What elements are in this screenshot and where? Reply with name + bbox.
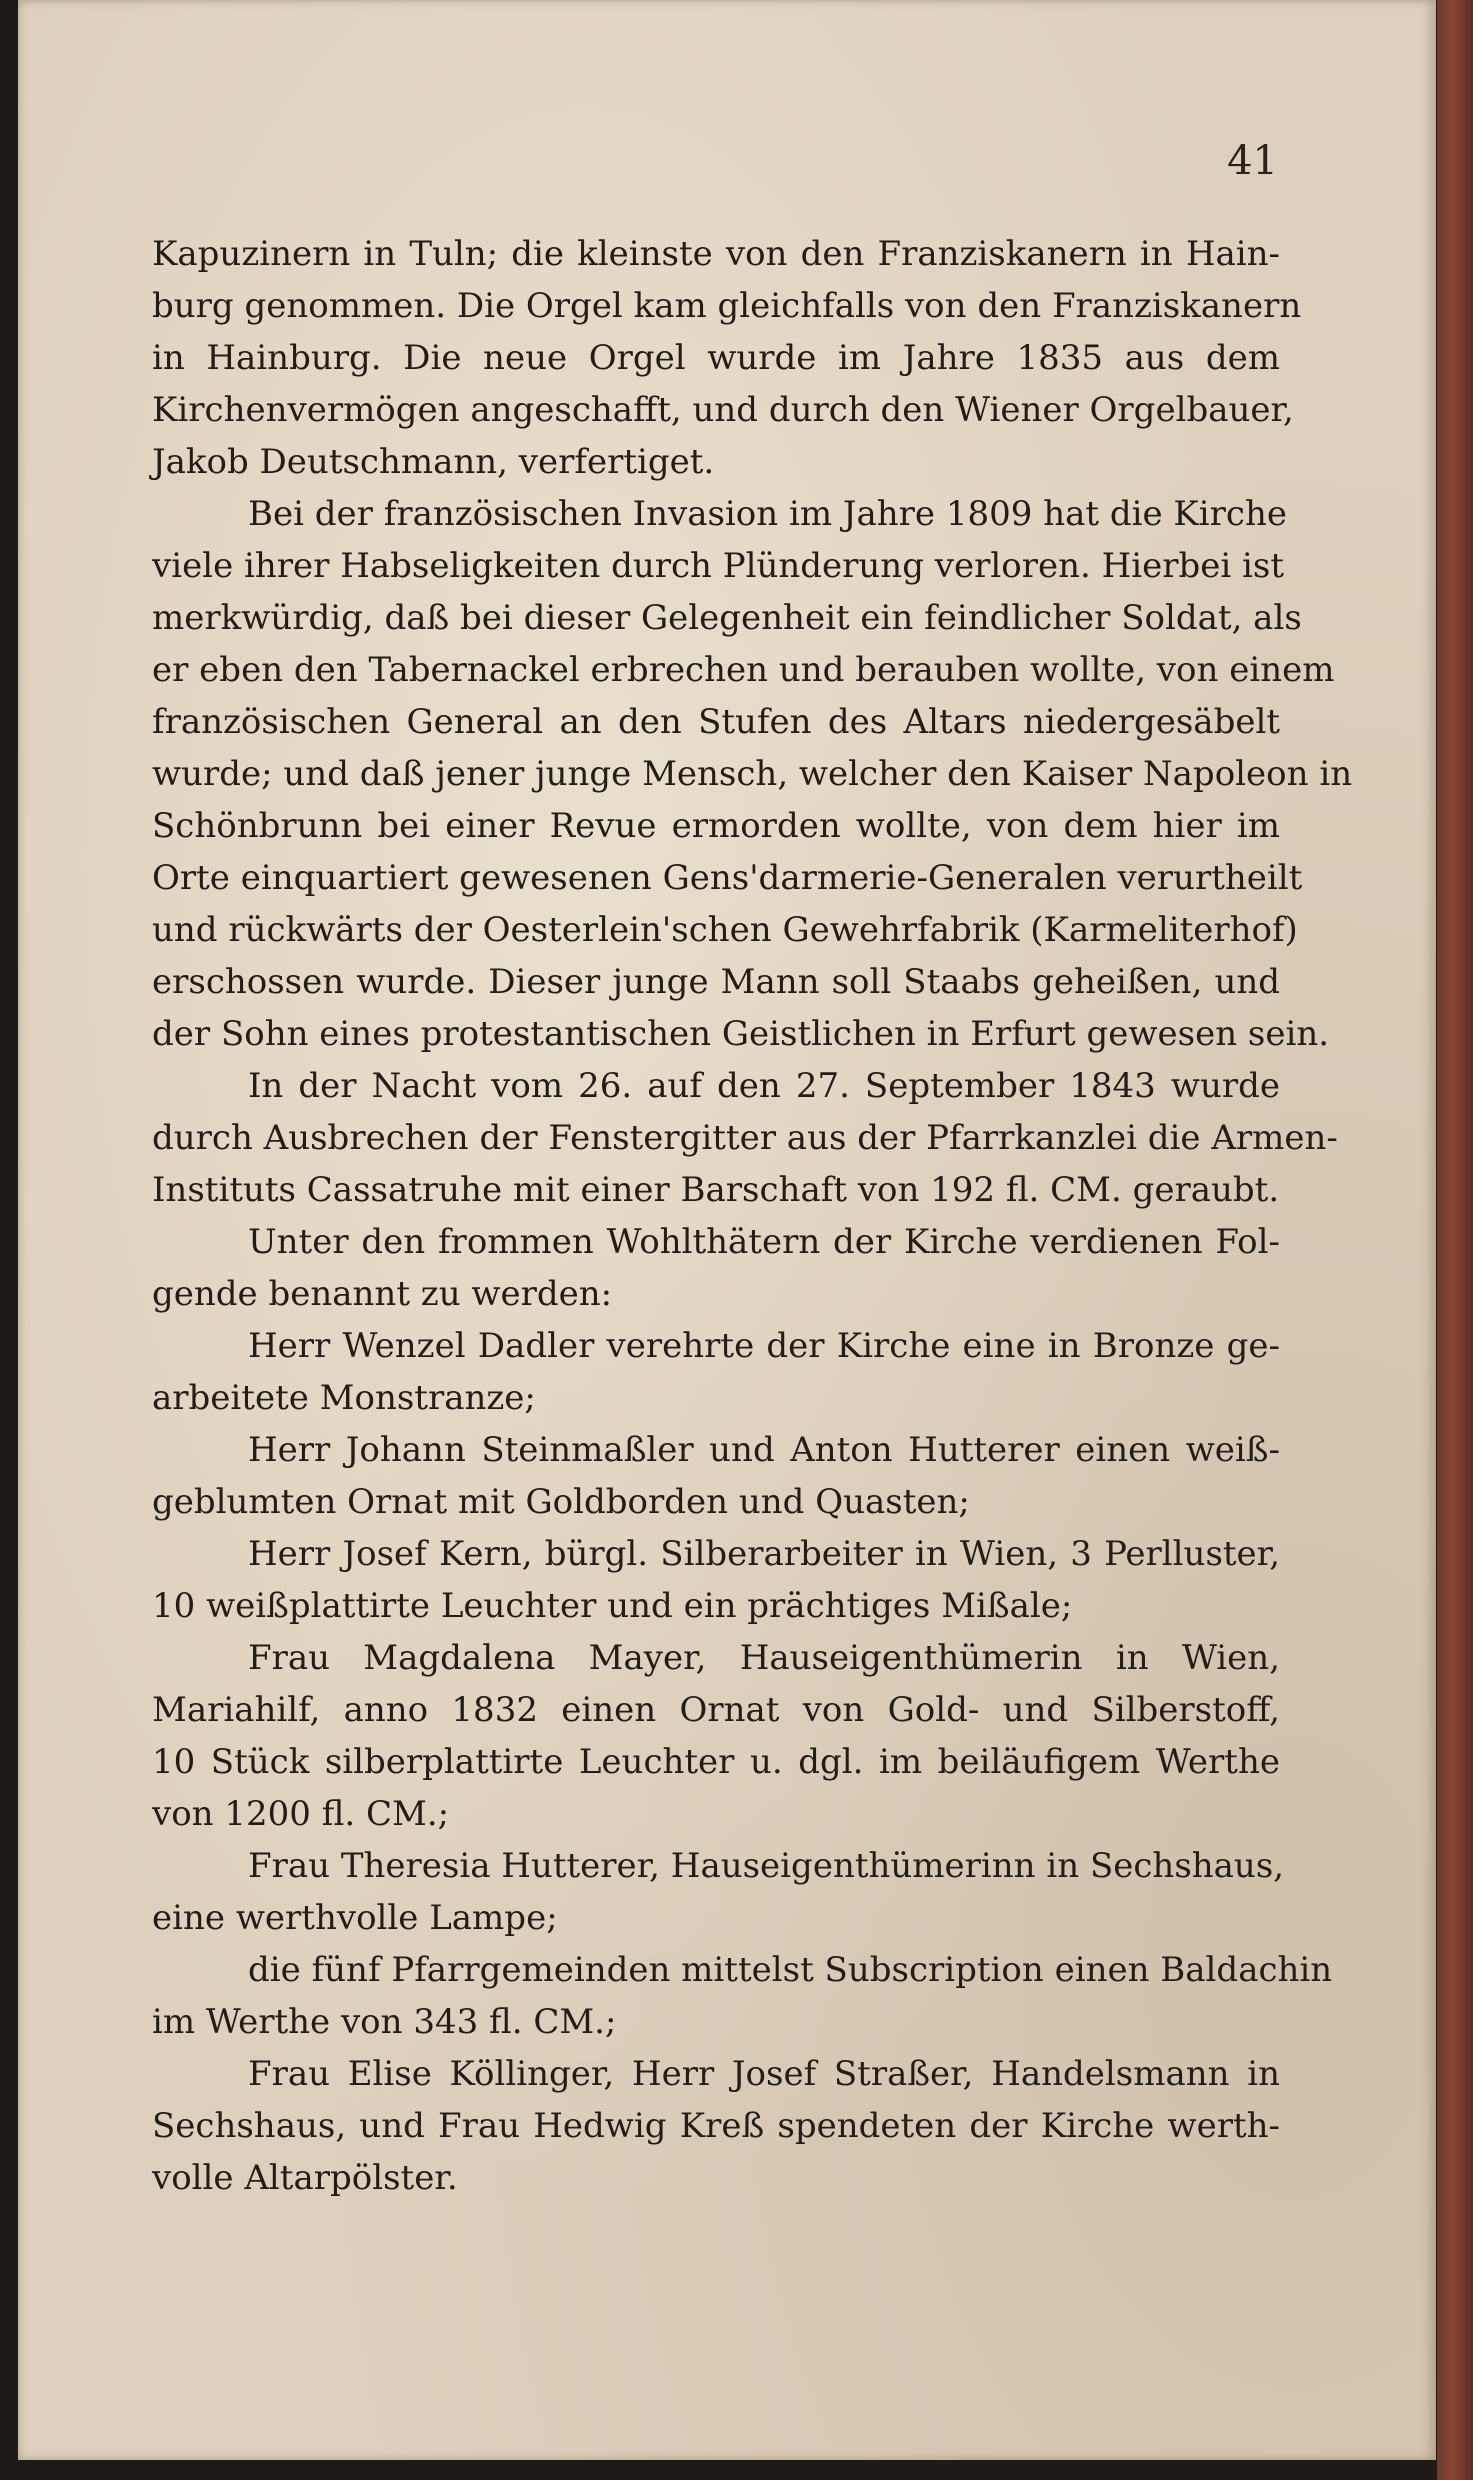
text-line: burg genommen. Die Orgel kam gleichfalls von den Franziskanern: [152, 286, 1302, 326]
text-line: Bei der französischen Invasion im Jahre 1809 hat die Kirche: [248, 494, 1287, 534]
text-line: Jakob Deutschmann, verfertiget.: [152, 442, 715, 482]
text-line: durch Ausbrechen der Fenstergitter aus der Pfarrkanzlei die Armen-: [152, 1118, 1338, 1158]
text-line: und rückwärts der Oesterlein'schen Gewehrfabrik (Karmeliterhof): [152, 910, 1298, 950]
text-line: 10 weißplattirte Leuchter und ein prächtiges Mißale;: [152, 1586, 1073, 1626]
text-line: geblumten Ornat mit Goldborden und Quasten;: [152, 1482, 970, 1522]
text-line: französischen General an den Stufen des Altars niedergesäbelt: [152, 702, 1280, 742]
text-line: von 1200 fl. CM.;: [152, 1794, 450, 1834]
text-line: wurde; und daß jener junge Mensch, welcher den Kaiser Napoleon in: [152, 754, 1353, 794]
text-line: Mariahilf, anno 1832 einen Ornat von Gold- und Silberstoff,: [152, 1690, 1280, 1730]
text-line: Herr Wenzel Dadler verehrte der Kirche eine in Bronze ge-: [248, 1326, 1280, 1366]
text-line: erschossen wurde. Dieser junge Mann soll Staabs geheißen, und: [152, 962, 1280, 1002]
text-line: Frau Theresia Hutterer, Hauseigenthümerinn in Sechshaus,: [248, 1846, 1285, 1886]
text-line: gende benannt zu werden:: [152, 1274, 613, 1314]
text-line: Herr Johann Steinmaßler und Anton Hutterer einen weiß-: [248, 1430, 1280, 1470]
text-line: Kirchenvermögen angeschafft, und durch den Wiener Orgelbauer,: [152, 390, 1294, 430]
text-line: im Werthe von 343 fl. CM.;: [152, 2002, 617, 2042]
text-line: arbeitete Monstranze;: [152, 1378, 536, 1418]
page-number: 41: [1227, 138, 1278, 184]
text-line: Herr Josef Kern, bürgl. Silberarbeiter in Wien, 3 Perlluster,: [248, 1534, 1280, 1574]
text-line: Frau Elise Köllinger, Herr Josef Straßer, Handelsmann in: [248, 2054, 1280, 2094]
text-line: Frau Magdalena Mayer, Hauseigenthümerin in Wien,: [248, 1638, 1280, 1678]
text-line: Orte einquartiert gewesenen Gens'darmerie-Generalen verurtheilt: [152, 858, 1303, 898]
text-line: merkwürdig, daß bei dieser Gelegenheit ein feindlicher Soldat, als: [152, 598, 1302, 638]
text-line: 10 Stück silberplattirte Leuchter u. dgl. im beiläufigem Werthe: [152, 1742, 1280, 1782]
text-line: Kapuzinern in Tuln; die kleinste von den Franziskanern in Hain-: [152, 234, 1280, 274]
text-line: eine werthvolle Lampe;: [152, 1898, 558, 1938]
book-page: [18, 0, 1436, 2460]
text-line: volle Altarpölster.: [152, 2158, 458, 2198]
text-line: Sechshaus, und Frau Hedwig Kreß spendeten der Kirche werth-: [152, 2106, 1280, 2146]
text-line: Unter den frommen Wohlthätern der Kirche verdienen Fol-: [248, 1222, 1280, 1262]
body-text: [152, 228, 1353, 2204]
text-line: die fünf Pfarrgemeinden mittelst Subscription einen Baldachin: [248, 1950, 1333, 1990]
text-line: in Hainburg. Die neue Orgel wurde im Jahre 1835 aus dem: [152, 338, 1280, 378]
text-line: Instituts Cassatruhe mit einer Barschaft von 192 fl. CM. geraubt.: [152, 1170, 1280, 1210]
text-line: In der Nacht vom 26. auf den 27. September 1843 wurde: [248, 1066, 1280, 1106]
text-line: Schönbrunn bei einer Revue ermorden wollte, von dem hier im: [152, 806, 1280, 846]
text-line: viele ihrer Habseligkeiten durch Plünderung verloren. Hierbei ist: [152, 546, 1285, 586]
book-cover-edge: [1437, 0, 1473, 2480]
text-line: der Sohn eines protestantischen Geistlichen in Erfurt gewesen sein.: [152, 1014, 1330, 1054]
text-line: er eben den Tabernackel erbrechen und berauben wollte, von einem: [152, 650, 1335, 690]
